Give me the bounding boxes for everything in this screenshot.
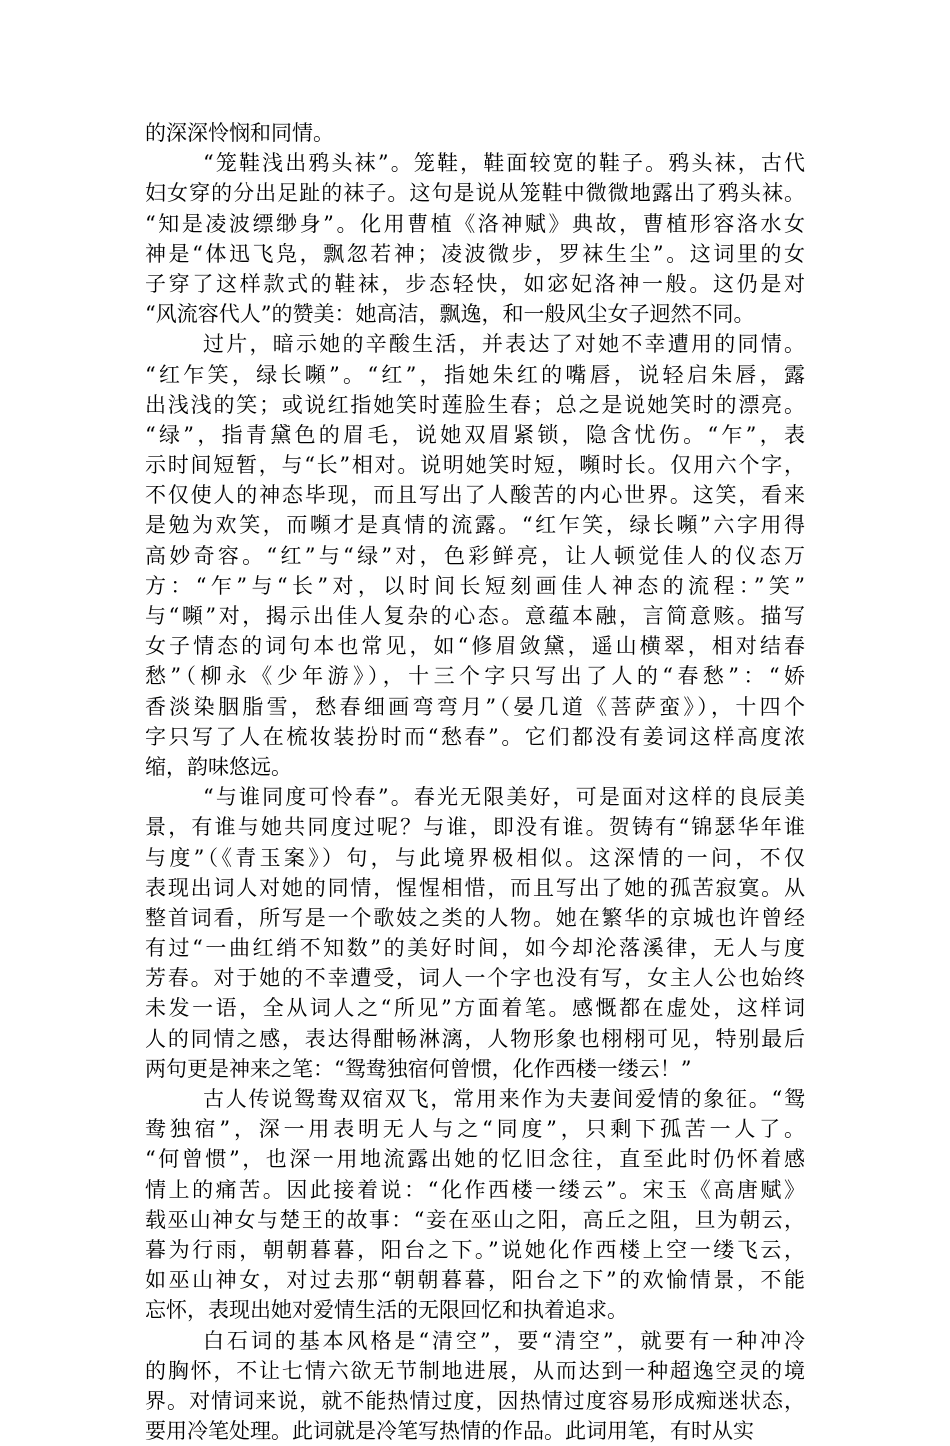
text-line: 古人传说鸳鸯双宿双飞，常用来作为夫妻间爱情的象征。“鸳 bbox=[145, 1084, 805, 1114]
text-line: 是勉为欢笑，而嚬才是真情的流露。“红乍笑，绿长嚬”六字用得 bbox=[145, 510, 805, 540]
text-line: 人的同情之感，表达得酣畅淋漓，人物形象也栩栩可见，特别最后 bbox=[145, 1024, 805, 1054]
text-line: 有过“一曲红绡不知数”的美好时间，如今却沦落溪律，无人与度 bbox=[145, 933, 805, 963]
paragraph bbox=[145, 118, 805, 148]
text-line: 缩，韵味悠远。 bbox=[145, 752, 805, 782]
text-line: 过片，暗示她的辛酸生活，并表达了对她不幸遭用的同情。 bbox=[145, 329, 805, 359]
text-line: 香淡染胭脂雪，愁春细画弯弯月”（晏几道《菩萨蛮》），十四个 bbox=[145, 692, 805, 722]
text-line: 神是“体迅飞凫，飘忽若神；凌波微步，罗袜生尘”。这词里的女 bbox=[145, 239, 805, 269]
text-line: 与“嚬”对，揭示出佳人复杂的心态。意蕴本融，言简意赅。描写 bbox=[145, 601, 805, 631]
paragraph bbox=[145, 782, 805, 1084]
text-line: 两句更是神来之笔：“鸳鸯独宿何曾惯，化作西楼一缕云！” bbox=[145, 1054, 805, 1084]
text-line: 的深深怜悯和同情。 bbox=[145, 118, 805, 148]
text-line: 不仅使人的神态毕现，而且写出了人酸苦的内心世界。这笑，看来 bbox=[145, 480, 805, 510]
text-line: 情上的痛苦。因此接着说：“化作西楼一缕云”。宋玉《高唐赋》 bbox=[145, 1175, 805, 1205]
body-text bbox=[145, 118, 805, 1446]
paragraph bbox=[145, 148, 805, 329]
text-line: 妇女穿的分出足趾的袜子。这句是说从笼鞋中微微地露出了鸦头袜。 bbox=[145, 178, 805, 208]
text-line: 要用冷笔处理。此词就是冷笔写热情的作品。此词用笔，有时从实 bbox=[145, 1416, 805, 1446]
text-line: “红乍笑，绿长嚬”。“红”，指她朱红的嘴唇，说轻启朱唇，露 bbox=[145, 360, 805, 390]
text-line: 愁”（柳永《少年游》），十三个字只写出了人的“春愁”：“娇 bbox=[145, 661, 805, 691]
text-line: 如巫山神女，对过去那“朝朝暮暮，阳台之下”的欢愉情景，不能 bbox=[145, 1265, 805, 1295]
text-line: 高妙奇容。“红”与“绿”对，色彩鲜亮，让人顿觉佳人的仪态万 bbox=[145, 541, 805, 571]
text-line: “知是凌波缥缈身”。化用曹植《洛神赋》典故，曹植形容洛水女 bbox=[145, 209, 805, 239]
text-line: 的胸怀，不让七情六欲无节制地进展，从而达到一种超逸空灵的境 bbox=[145, 1356, 805, 1386]
text-line: 女子情态的词句本也常见，如“修眉敛黛，遥山横翠，相对结春 bbox=[145, 631, 805, 661]
text-line: “绿”，指青黛色的眉毛，说她双眉紧锁，隐含忧伤。“乍”，表 bbox=[145, 420, 805, 450]
text-line: 表现出词人对她的同情，惺惺相惜，而且写出了她的孤苦寂寞。从 bbox=[145, 873, 805, 903]
paragraph bbox=[145, 329, 805, 782]
text-line: 方：“乍”与“长”对，以时间长短刻画佳人神态的流程：”笑” bbox=[145, 571, 805, 601]
text-line: “与谁同度可怜春”。春光无限美好，可是面对这样的良辰美 bbox=[145, 782, 805, 812]
paragraph bbox=[145, 1084, 805, 1326]
text-line: “风流容代人”的赞美：她高洁，飘逸，和一般风尘女子迥然不同。 bbox=[145, 299, 805, 329]
text-line: 鸯独宿”，深一用表明无人与之“同度”，只剩下孤苦一人了。 bbox=[145, 1114, 805, 1144]
text-line: 示时间短暂，与“长”相对。说明她笑时短，嚬时长。仅用六个字， bbox=[145, 450, 805, 480]
text-line: “何曾惯”，也深一用地流露出她的忆旧念往，直至此时仍怀着感 bbox=[145, 1144, 805, 1174]
text-line: 整首词看，所写是一个歌妓之类的人物。她在繁华的京城也许曾经 bbox=[145, 903, 805, 933]
text-line: 出浅浅的笑；或说红指她笑时莲脸生春；总之是说她笑时的漂亮。 bbox=[145, 390, 805, 420]
text-line: 载巫山神女与楚王的故事：“妾在巫山之阳，高丘之阻，旦为朝云， bbox=[145, 1205, 805, 1235]
text-line: 忘怀，表现出她对爱情生活的无限回忆和执着追求。 bbox=[145, 1295, 805, 1325]
text-line: 与度”（《青玉案》）句，与此境界极相似。这深情的一问，不仅 bbox=[145, 843, 805, 873]
text-line: 暮为行雨，朝朝暮暮，阳台之下。”说她化作西楼上空一缕飞云， bbox=[145, 1235, 805, 1265]
text-line: “笼鞋浅出鸦头袜”。笼鞋，鞋面较宽的鞋子。鸦头袜，古代 bbox=[145, 148, 805, 178]
text-line: 芳春。对于她的不幸遭受，词人一个字也没有写，女主人公也始终 bbox=[145, 963, 805, 993]
text-line: 子穿了这样款式的鞋袜，步态轻快，如宓妃洛神一般。这仍是对 bbox=[145, 269, 805, 299]
text-line: 白石词的基本风格是“清空”，要“清空”，就要有一种冲冷 bbox=[145, 1326, 805, 1356]
text-line: 景，有谁与她共同度过呢？与谁，即没有谁。贺铸有“锦瑟华年谁 bbox=[145, 812, 805, 842]
text-line: 界。对情词来说，就不能热情过度，因热情过度容易形成痴迷状态， bbox=[145, 1386, 805, 1416]
text-line: 未发一语，全从词人之“所见”方面着笔。感慨都在虚处，这样词 bbox=[145, 993, 805, 1023]
text-line: 字只写了人在梳妆装扮时而“愁春”。它们都没有姜词这样高度浓 bbox=[145, 722, 805, 752]
